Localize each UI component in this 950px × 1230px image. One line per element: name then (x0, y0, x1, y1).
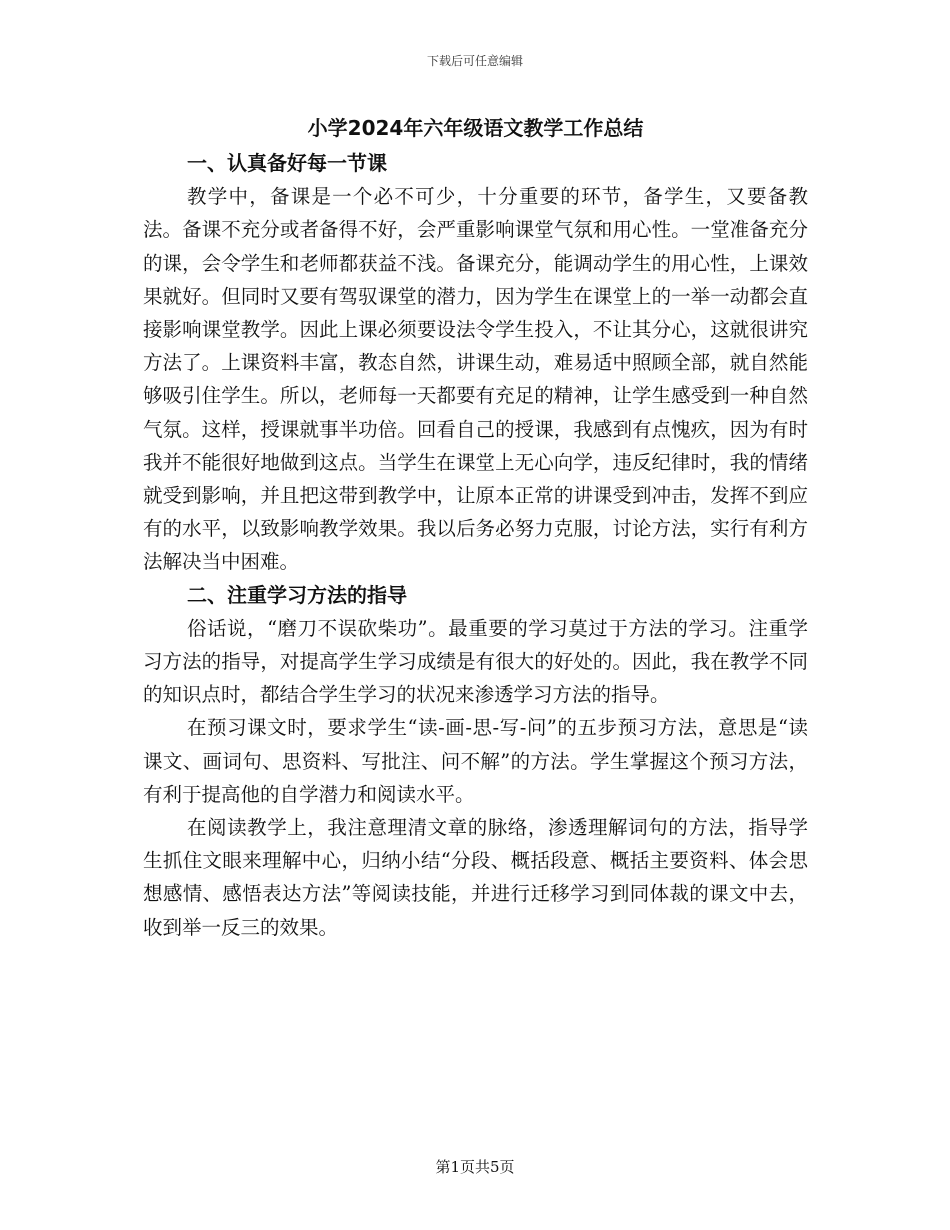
paragraph: 在预习课文时，要求学生“读-画-思-写-问”的五步预习方法，意思是“读课文、画词句、思资料、写批注、问不解”的方法。学生掌握这个预习方法，有利于提高他的自学潜力和阅读水平。 (143, 716, 808, 806)
paragraph: 教学中，备课是一个必不可少，十分重要的环节，备学生，又要备教法。备课不充分或者备得不好，会严重影响课堂气氛和用心性。一堂准备充分的课，会令学生和老师都获益不浅。备课充分，能调动学生的用心性，上课效果就好。但同时又要有驾驭课堂的潜力，因为学生在课堂上的一举一动都会直接影响课堂教学。因此上课必须要设法令学生投入，不让其分心，这就很讲究方法了。上课资料丰富，教态自然，讲课生动，难易适中照顾全部，就自然能够吸引住学生。所以，老师每一天都要有充足的精神，让学生感受到一种自然气氛。这样，授课就事半功倍。回看自己的授课，我感到有点愧疚，因为有时我并不能很好地做到这点。当学生在课堂上无心向学，违反纪律时，我的情绪就受到影响，并且把这带到教学中，让原本正常的讲课受到冲击，发挥不到应有的水平，以致影响教学效果。我以后务必努力克服，讨论方法，实行有利方法解决当中困难。 (143, 185, 808, 574)
section-heading-1: 一、认真备好每一节课 (187, 151, 387, 175)
document-title: 小学2024年六年级语文教学工作总结 (307, 116, 644, 140)
paragraph: 在阅读教学上，我注意理清文章的脉络，渗透理解词句的方法，指导学生抓住文眼来理解中心，归纳小结“分段、概括段意、概括主要资料、体会思想感情、感悟表达方法”等阅读技能，并进行迁移学习到同体裁的课文中去，收到举一反三的效果。 (143, 816, 808, 939)
section-heading-2: 二、注重学习方法的指导 (187, 582, 407, 607)
document-body (143, 113, 808, 944)
page-footer: 第1页共5页 (435, 1158, 515, 1176)
header-note: 下载后可任意编辑 (426, 54, 523, 68)
paragraph: 俗话说，“磨刀不误砍柴功”。最重要的学习莫过于方法的学习。注重学习方法的指导，对提高学生学习成绩是有很大的好处的。因此，我在教学不同的知识点时，都结合学生学习的状况来渗透学习方法的指导。 (143, 616, 808, 707)
